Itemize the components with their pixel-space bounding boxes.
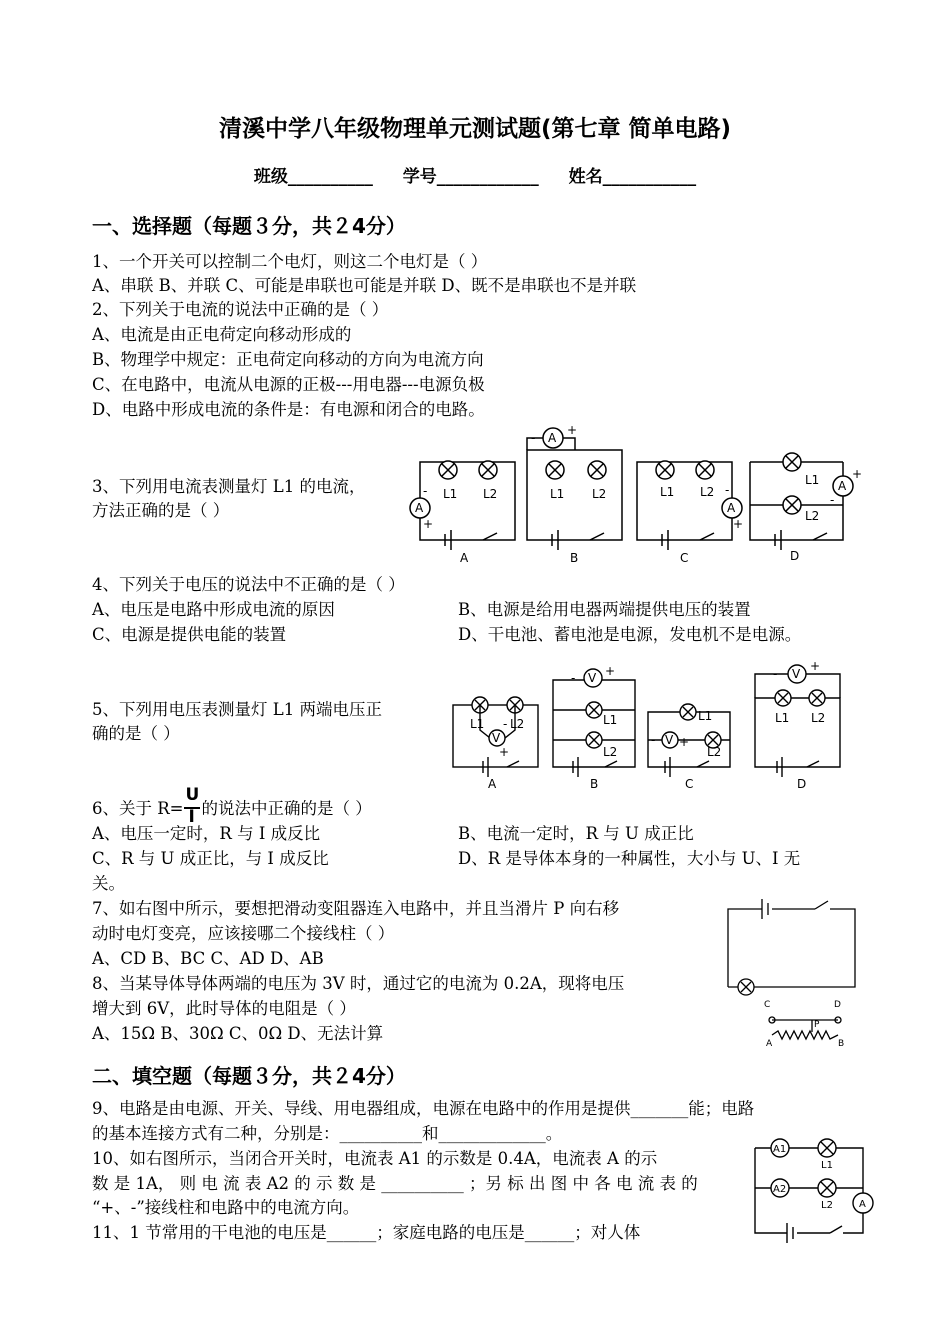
q5-minus-b: - [571,671,576,685]
q5-plus-c: + [679,735,690,749]
q3-plus-a: + [423,517,434,531]
q5-lamp1-d: L1 [775,711,790,725]
q4-option-d: D、干电池、蓄电池是电源，发电机不是电源。 [458,625,802,644]
q3-lamp1-b: L1 [550,487,565,501]
q3-label-b: B [570,551,579,565]
q3-ammeter-c-glyph: A [727,501,736,515]
q3-lamp2-d: L2 [805,509,820,523]
q5-lamp2-b: L2 [603,745,618,759]
q3-plus-b: + [567,423,578,437]
student-info-line [0,162,950,187]
q6-prefix: 6、关于 R= [92,799,184,818]
q2-option-c: C、在电路中，电流从电源的正极---用电器---电源负极 [92,375,485,394]
q6-option-d-line1: D、R 是导体本身的一种属性，大小与 U、I 无 [458,849,801,868]
student-name-field: 姓名___________ [568,167,697,187]
q7-terminal-c: C [764,1000,771,1010]
q10-line2: 数 是 1A， 则 电 流 表 A2 的 示 数 是 __________ ；另 标 出 图 中 各 电 流 表 的 [92,1174,698,1193]
q4-option-a: A、电压是电路中形成电流的原因 [92,600,335,619]
q8-stem-line2: 增大到 6V，此时导体的电阻是（ ） [92,999,356,1018]
q5-minus-d: - [773,667,778,681]
q6-fraction [184,785,202,827]
q6-fraction-numerator: U [185,785,200,805]
q5-lamp2-c: L2 [707,745,722,759]
q4-stem: 4、下列关于电压的说法中不正确的是（ ） [92,575,405,594]
q6-option-d-line2: 关。 [92,874,125,893]
q5-voltmeter-b-glyph: V [588,671,597,685]
q6-option-a: A、电压一定时，R 与 I 成反比 [92,824,321,843]
q3-ammeter-b-glyph: A [548,431,557,445]
q5-label-d: D [797,777,807,791]
q3-minus-d: - [830,493,835,507]
q3-plus-c: + [733,517,744,531]
q3-label-c: C [680,551,689,565]
q2-option-d: D、电路中形成电流的条件是：有电源和闭合的电路。 [92,400,485,419]
q5-lamp1-c: L1 [698,709,713,723]
q3-lamp2-c: L2 [700,485,715,499]
q11-line1: 11、1 节常用的干电池的电压是______；家庭电路的电压是______；对人体 [92,1223,641,1242]
q5-voltmeter-a-glyph: V [492,731,501,745]
q10-line3: “+、-”接线柱和电路中的电流方向。 [92,1198,360,1217]
q5-voltmeter-d-glyph: V [792,667,801,681]
q10-ammeter-a-glyph: A [859,1199,866,1210]
q10-ammeter-a1-glyph: A1 [773,1144,787,1155]
q5-minus-c: - [651,733,656,747]
q6-fraction-denominator: I [188,807,195,827]
q7-slider-p: P [814,1020,820,1030]
q5-label-b: B [590,777,599,791]
class-field: 班级__________ [253,167,373,187]
q7-terminal-d: D [834,1000,841,1010]
q5-minus-a: - [503,717,508,731]
q5-label-a: A [488,777,497,791]
q5-plus-d: + [810,660,821,673]
q4-option-c: C、电源是提供电能的装置 [92,625,287,644]
q3-ammeter-a-glyph: A [415,501,424,515]
q2-stem: 2、下列关于电流的说法中正确的是（ ） [92,300,389,319]
page-title: 清溪中学八年级物理单元测试题(第七章 简单电路) [218,116,732,142]
q10-line1: 10、如右图所示，当闭合开关时，电流表 A1 的示数是 0.4A，电流表 A 的示 [92,1149,658,1168]
q6-stem [92,785,372,827]
q6-suffix: 的说法中正确的是（ ） [201,799,372,818]
q5-voltmeter-c-glyph: V [665,733,674,747]
q7-options: A、CD B、BC C、AD D、AB [92,949,324,968]
q5-lamp2-a: L2 [510,717,525,731]
q10-parallel-circuit-diagram [745,1128,880,1250]
student-number-field: 学号____________ [402,167,539,187]
q7-stem-line2: 动时电灯变亮，应该接哪二个接线柱（ ） [92,924,395,943]
q5-plus-a: + [499,745,510,759]
q9-line2: 的基本连接方式有二种，分别是：__________和_____________。 [92,1124,563,1143]
q10-ammeter-a2-glyph: A2 [773,1184,787,1195]
q7-terminal-b: B [838,1039,845,1047]
q5-stem-line1: 5、下列用电压表测量灯 L1 两端电压正 [92,700,382,719]
q3-minus-c: - [725,483,730,497]
q3-label-d: D [790,549,800,563]
q8-stem-line1: 8、当某导体导体两端的电压为 3V 时，通过它的电流为 0.2A，现将电压 [92,974,625,993]
q3-lamp2-a: L2 [483,487,498,501]
q4-option-b: B、电源是给用电器两端提供电压的装置 [458,600,751,619]
q5-lamp2-d: L2 [811,711,826,725]
q2-option-a: A、电流是由正电荷定向移动形成的 [92,325,352,344]
q5-lamp1-b: L1 [603,713,618,727]
q6-option-b: B、电流一定时，R 与 U 成正比 [458,824,694,843]
q3-ammeter-circuit-diagrams [405,422,865,567]
q7-stem-line1: 7、如右图中所示，要想把滑动变阻器连入电路中，并且当滑片 P 向右移 [92,899,620,918]
q3-plus-d: + [852,467,863,481]
q3-ammeter-d-glyph: A [838,479,847,493]
q3-lamp1-a: L1 [443,487,458,501]
q1-options: A、串联 B、并联 C、可能是串联也可能是并联 D、既不是串联也不是并联 [92,276,637,295]
q2-option-b: B、物理学中规定：正电荷定向移动的方向为电流方向 [92,350,484,369]
q5-lamp1-a: L1 [470,717,485,731]
q1-stem: 1、一个开关可以控制二个电灯，则这二个电灯是（ ） [92,252,488,271]
q6-option-c: C、R 与 U 成正比，与 I 成反比 [92,849,329,868]
q5-plus-b: + [605,664,616,678]
q7-terminal-a: A [766,1039,773,1047]
q5-label-c: C [685,777,694,791]
q10-lamp-l1: L1 [821,1160,833,1171]
q3-stem-line1: 3、下列用电流表测量灯 L1 的电流， [92,477,366,496]
q3-minus-a: - [423,484,428,498]
q3-lamp1-d: L1 [805,473,820,487]
q9-line1: 9、电路是由电源、开关、导线、用电器组成，电源在电路中的作用是提供_______能；电路 [92,1099,755,1118]
q3-minus-b: - [531,431,536,445]
q8-options: A、15Ω B、30Ω C、0Ω D、无法计算 [92,1024,384,1043]
q7-rheostat-circuit-diagram [720,895,860,1047]
section-2-heading: 二、填空题（每题３分，共２4分） [92,1064,406,1088]
q3-lamp2-b: L2 [592,487,607,501]
q5-voltmeter-circuit-diagrams [445,660,855,795]
section-1-heading: 一、选择题（每题３分，共２4分） [92,214,406,238]
q10-lamp-l2: L2 [821,1200,833,1211]
q3-stem-line2: 方法正确的是（ ） [92,501,230,520]
q3-lamp1-c: L1 [660,485,675,499]
q5-stem-line2: 确的是（ ） [92,724,180,743]
q3-label-a: A [460,551,469,565]
